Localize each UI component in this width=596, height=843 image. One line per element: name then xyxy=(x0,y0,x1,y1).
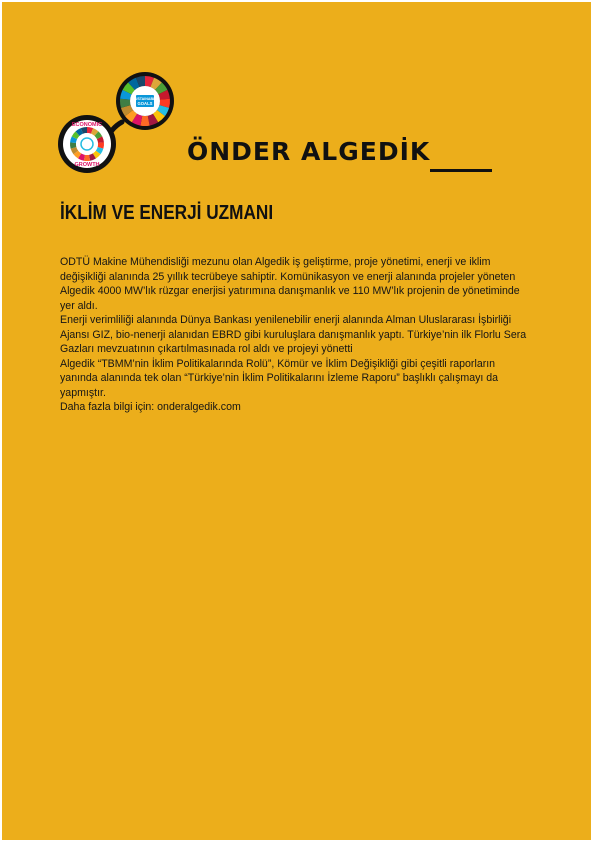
economic-growth-lens xyxy=(58,115,116,173)
bio-paragraph: Enerji verimliliği alanında Dünya Bankası yenilenebilir enerji alanında Alman Uluslararası İşbirliği Ajansı GIZ, bio-nenerji alanıdan EBRD gibi kuruluşlara danışmanlık yaptı. Türkiye’nin ilk Florlu Sera Gazları mevzuatının çıkartılmasınada rol aldı ve projeyi yönetti xyxy=(60,314,527,355)
sdg-goals-lens xyxy=(116,72,174,130)
bio-paragraph: ODTÜ Makine Mühendisliği mezunu olan Algedik iş geliştirme, proje yönetimi, enerji ve iklim değişikliği alanında 25 yıllık tecrübeye sahiptir. Komünikasyon ve enerji alanında projeler yöneten Algedik 4000 MW’lık rüzgar enerjisi yatırımına danışmanlık ve 110 MW’lık projenin de yönetiminde yer aldı. xyxy=(60,256,520,312)
left-lens-text-top: ECONOMIC xyxy=(71,122,103,128)
bio-website-line: Daha fazla bilgi için: onderalgedik.com xyxy=(60,401,241,413)
sdg-wheel-segment xyxy=(84,155,90,161)
glasses-logo xyxy=(56,70,178,176)
job-title: İKLİM VE ENERJİ UZMANI xyxy=(60,202,274,224)
person-name: ÖNDER ALGEDİK xyxy=(187,137,431,166)
right-lens-text-bottom: GOALS xyxy=(137,101,153,106)
left-lens-text-bottom: GROWTH xyxy=(74,162,100,168)
right-lens-text-top: SUSTAINABLE xyxy=(132,97,158,101)
biography xyxy=(60,255,530,415)
bio-paragraph: Algedik “TBMM’nin İklim Politikalarında Rolü”, Kömür ve İklim Değişikliği gibi çeşitli raporların yanında alanında tek olan “Türkiye’nin İklim Politikalarını İzleme Raporu” başlıklı çalışmayı da yapmıştır. xyxy=(60,357,499,399)
name-underline xyxy=(430,169,492,172)
